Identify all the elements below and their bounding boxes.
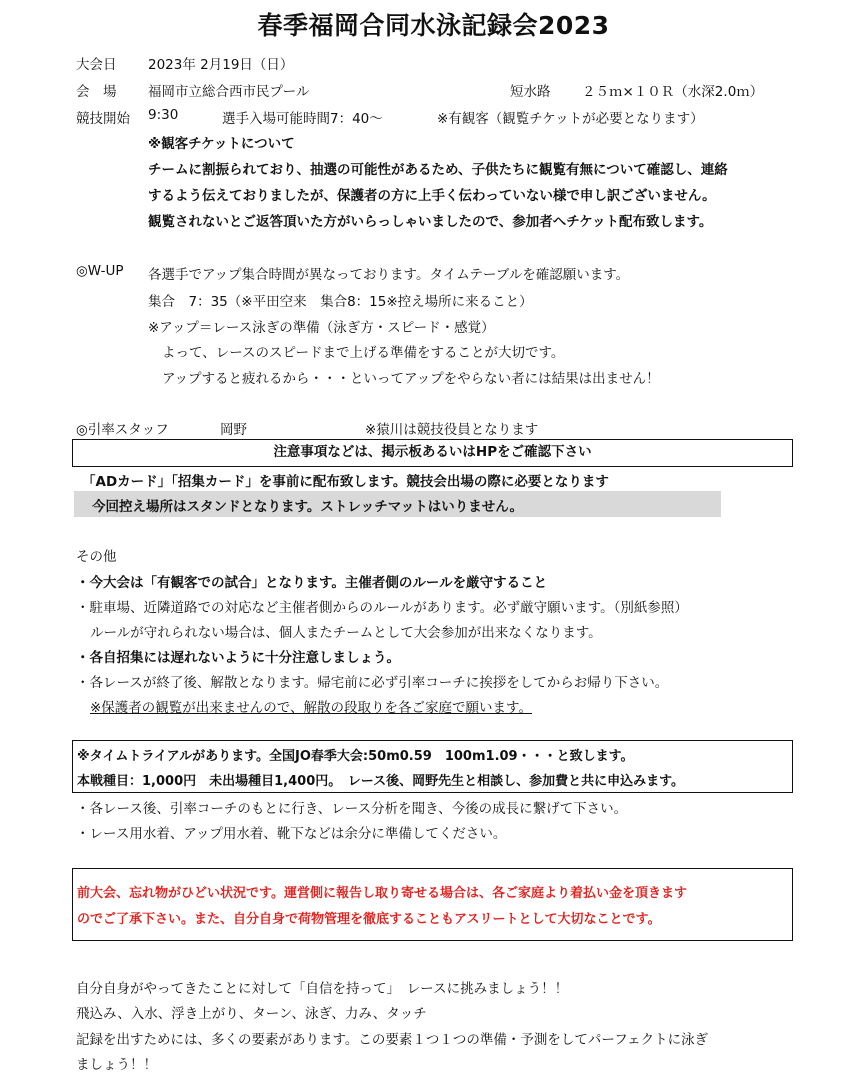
venue-label: 会 場 [76,84,117,100]
closing-line-4: ましょう！！ [76,1057,157,1073]
staff-label: ◎引率スタッフ [76,422,169,438]
other-item-1: ・今大会は「有観客での試合」となります。主催者側のルールを厳守すること [76,575,548,591]
ticket-line-3: 観覧されないとご返答頂いた方がいらっしゃいましたので、参加者へチケット配布致します。 [148,214,713,230]
cards-line: 「ADカード」「招集カード」を事前に配布致します。競技会出場の際に必要となります [82,474,609,490]
ticket-line-2: するよう伝えておりましたが、保護者の方に上手く伝わっていない様で申し訳ございません。 [148,188,716,204]
venue-value: 福岡市立総合西市民プール [148,84,310,100]
after-trial-2: ・レース用水着、アップ用水着、靴下などは余分に準備してください。 [76,826,507,842]
wup-line-1: 各選手でアップ集合時間が異なっております。タイムテーブルを確認願います。 [148,267,630,283]
wup-label: ◎W-UP [76,263,124,279]
warning-line-2: のでご了承下さい。また、自分自身で荷物管理を徹底することもアスリートとして大切なことです。 [77,912,661,927]
closing-line-2: 飛込み、入水、浮き上がり、ターン、泳ぎ、力み、タッチ [76,1006,427,1022]
pool-value: ２５ｍ×１０Ｒ（水深2.0ｍ） [582,84,764,100]
notice-box [72,439,793,467]
trial-line-2: 本戦種目：1,000円 未出場種目1,400円。 レース後、岡野先生と相談し、参加費と共に申込みます。 [77,774,685,789]
trial-line-1: ※タイムトライアルがあります。全国JO春季大会:50m0.59 100m1.09・・・と致します。 [77,749,634,764]
other-item-4: ・各レースが終了後、解散となります。帰宅前に必ず引率コーチに挨拶をしてからお帰り下さい。 [76,675,669,691]
after-trial-1: ・各レース後、引率コーチのもとに行き、レース分析を聞き、今後の成長に繋げて下さい。 [76,801,628,817]
other-item-3: ・各自招集には遅れないように十分注意しましょう。 [76,650,400,666]
ticket-line-1: チームに割振られており、抽選の可能性があるため、子供たちに観覧有無について確認し、連絡 [148,162,728,178]
entry-time: 選手入場可能時間7：40～ [222,111,383,127]
wup-line-2: 集合 7：35（※平田空来 集合8：15※控え場所に来ること） [148,294,533,310]
stand-line: 今回控え場所はスタンドとなります。ストレッチマットはいりません。 [92,499,524,515]
start-time: 9:30 [148,107,179,123]
notice-text: 注意事項などは、掲示板あるいはHPをご確認下さい [273,444,592,460]
date-value: 2023年 2月19日（日） [148,57,294,73]
start-label: 競技開始 [76,111,130,127]
staff-name: 岡野 [220,422,247,438]
other-item-2: ・駐車場、近隣道路での対応など主催者側からのルールがあります。必ず厳守願います。（別紙参照） [76,600,688,616]
closing-line-1: 自分自身がやってきたことに対して「自信を持って」 レースに挑みましょう！！ [76,981,569,997]
trial-box [72,740,793,793]
closing-line-3: 記録を出すためには、多くの要素があります。この要素１つ１つの準備・予測をしてパーフェクトに泳ぎ [76,1032,709,1048]
staff-note: ※猿川は競技役員となります [365,422,539,438]
other-item-5: ※保護者の観覧が出来ませんので、解散の段取りを各ご家庭で願います。 [90,700,532,716]
spectator-note: ※有観客（観覧チケットが必要となります） [437,111,704,127]
date-label: 大会日 [76,57,117,73]
other-item-2-cont: ルールが守れられない場合は、個人またチームとして大会参加が出来なくなります。 [90,625,602,641]
warning-box [72,868,793,941]
other-label: その他 [76,549,117,565]
page-title: 春季福岡合同水泳記録会2023 [257,11,610,40]
pool-label: 短水路 [510,84,551,100]
ticket-heading: ※観客チケットについて [148,136,295,152]
wup-line-3: ※アップ＝レース泳ぎの準備（泳ぎ方・スピード・感覚） [148,320,495,336]
wup-line-4: よって、レースのスピードまで上げる準備をすることが大切です。 [162,345,565,361]
wup-line-5: アップすると疲れるから・・・といってアップをやらない者には結果は出ません！ [162,371,660,387]
warning-line-1: 前大会、忘れ物がひどい状況です。運営側に報告し取り寄せる場合は、各ご家庭より着払い金を頂きます [77,886,687,901]
